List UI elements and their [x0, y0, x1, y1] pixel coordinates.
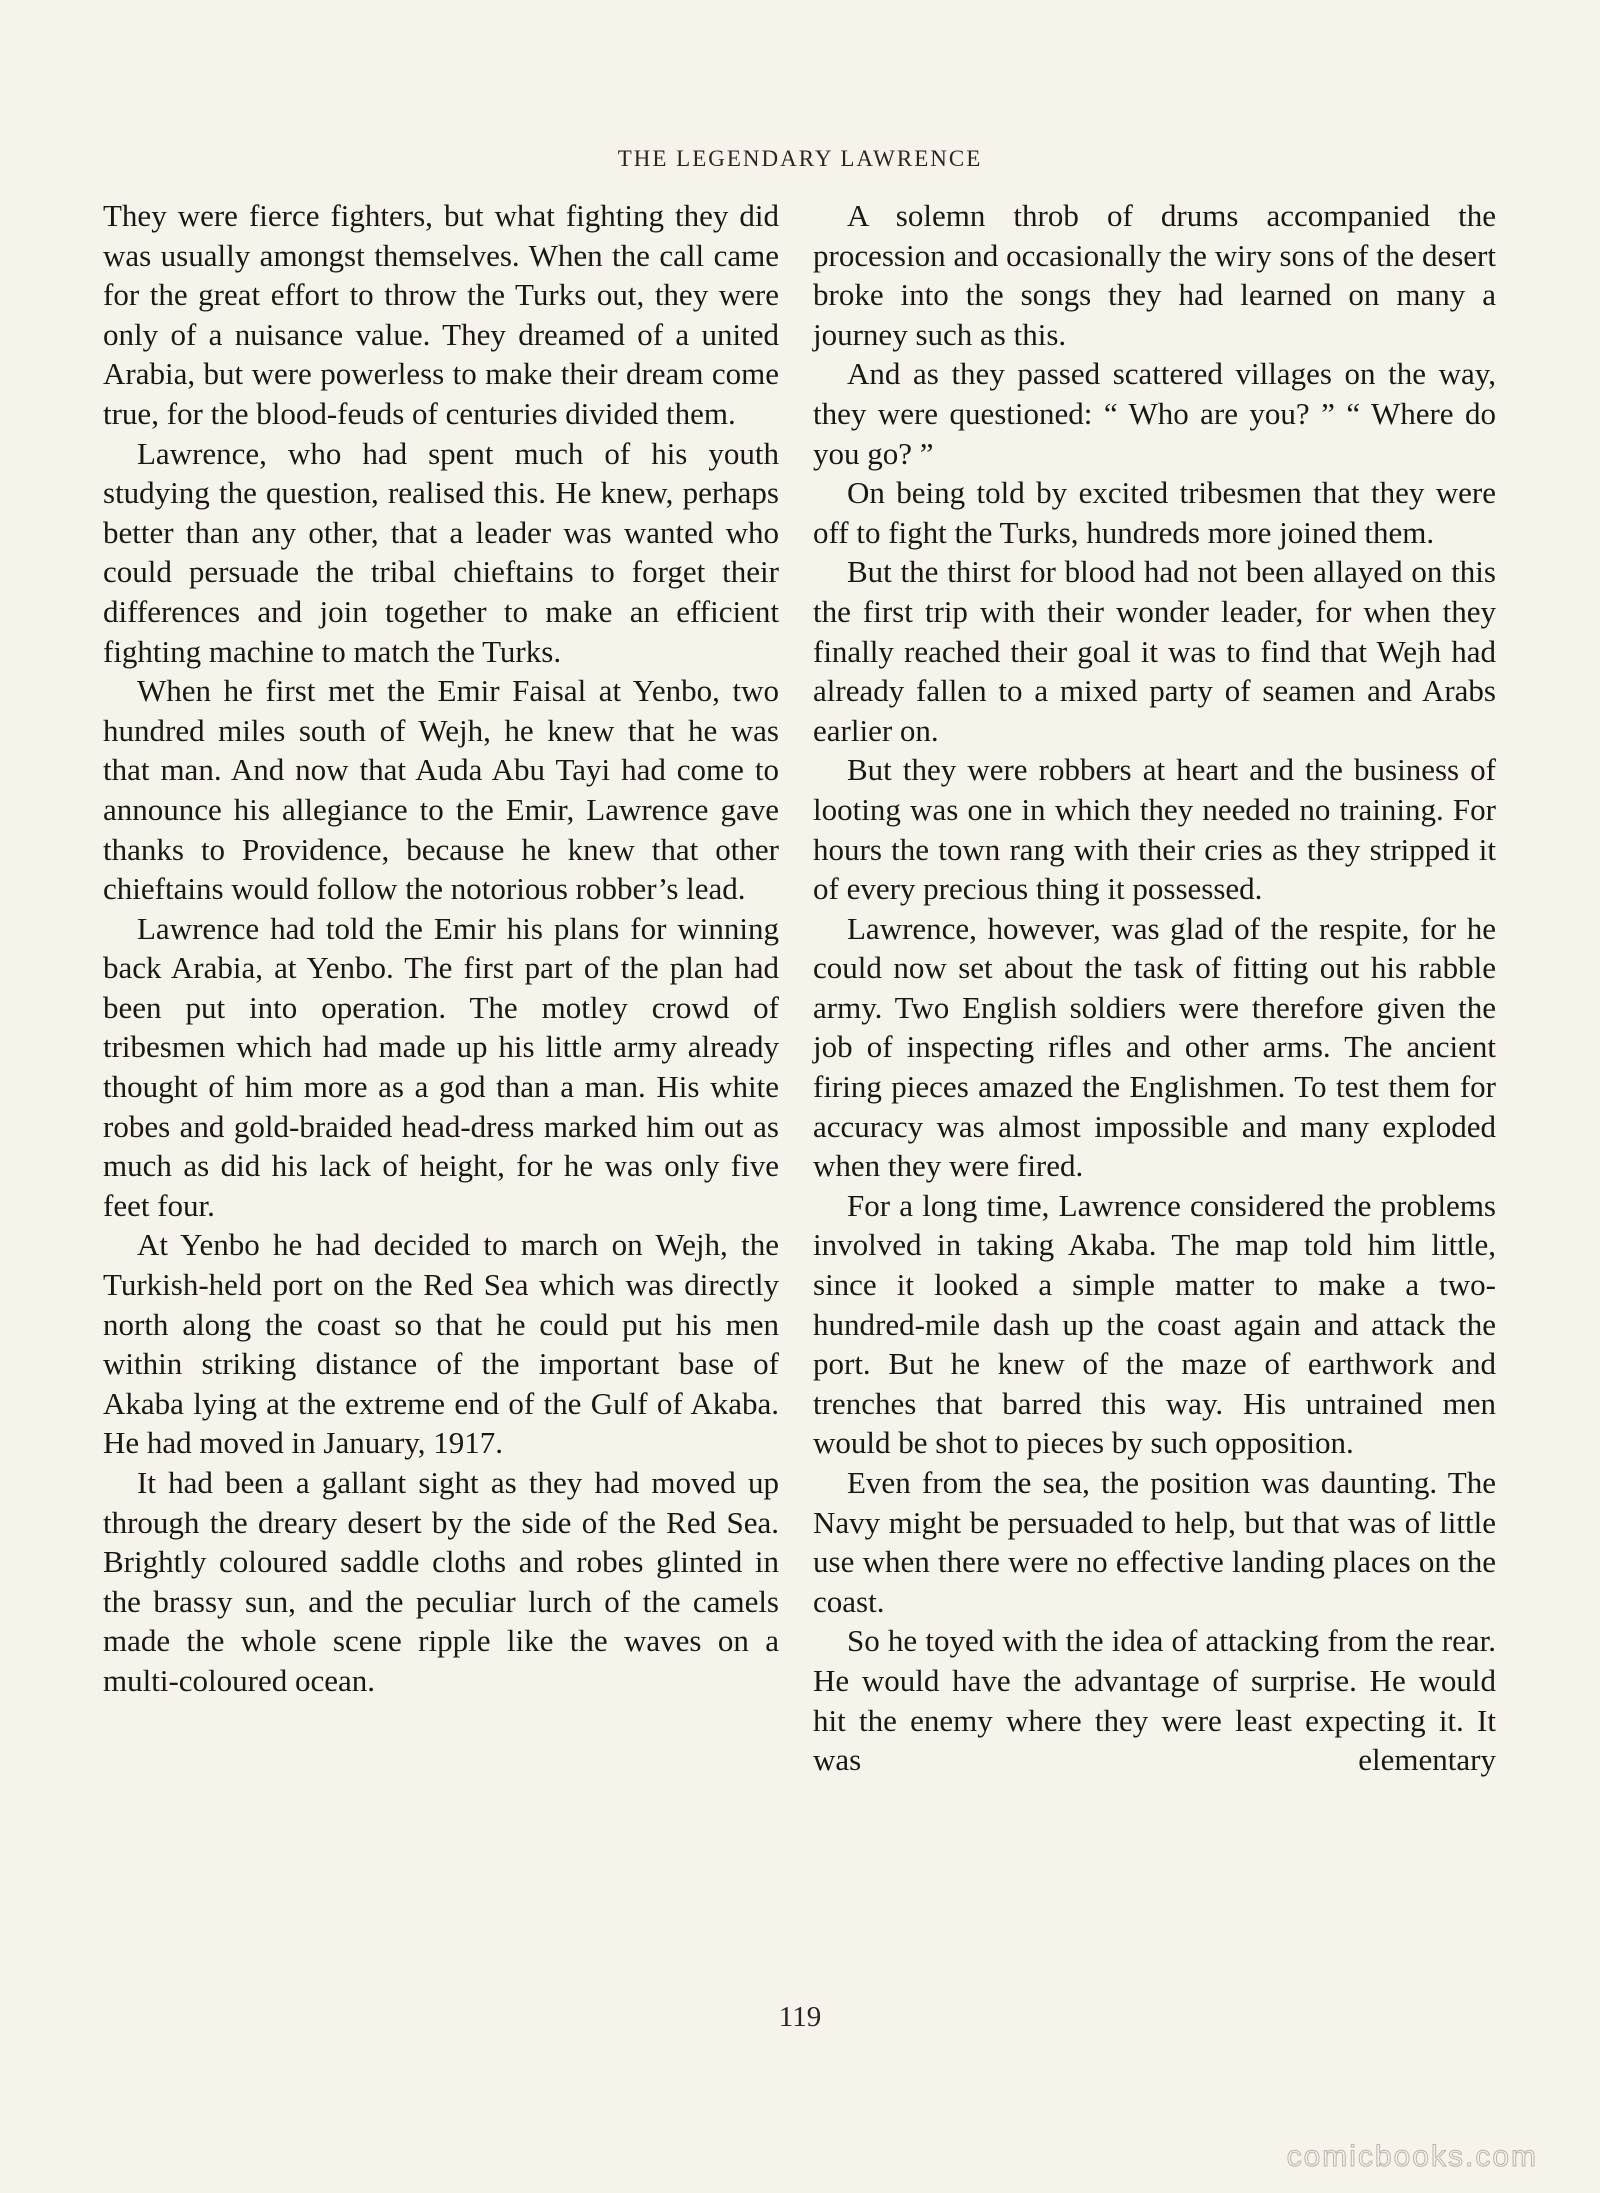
paragraph: A solemn throb of drums accompanied the procession and occasionally the wiry sons of the desert broke into the songs they had learned on many a journey such as this. [813, 198, 1496, 352]
paragraph: So he toyed with the idea of attacking from the rear. He would have the advantage of surprise. He would hit the enemy where they were least expecting it. It was elementary [813, 1623, 1496, 1778]
paragraph: It had been a gallant sight as they had moved up through the dreary desert by the side of the Red Sea. Brightly coloured saddle cloths and robes glinted in the brassy sun, and the peculiar lurch of the camels made the whole scene ripple like the waves on a multi-coloured ocean. [103, 1465, 779, 1698]
running-title: THE LEGENDARY LAWRENCE [617, 146, 983, 171]
paragraph: But the thirst for blood had not been allayed on this the first trip with their wonder leader, for when they finally reached their goal it was to find that Wejh had already fallen to a mixed party of seamen and Arabs earlier on. [813, 554, 1496, 748]
left-text-column [103, 196, 779, 1701]
paragraph: Even from the sea, the position was daunting. The Navy might be persuaded to help, but that was of little use when there were no effective landing places on the coast. [813, 1465, 1496, 1619]
paragraph: Lawrence, however, was glad of the respite, for he could now set about the task of fitting out his rabble army. Two English soldiers were therefore given the job of inspecting rifles and other arms. The ancient firing pieces amazed the Englishmen. To test them for accuracy was almost impossible and many exploded when they were fired. [813, 910, 1496, 1184]
paragraph: Lawrence had told the Emir his plans for winning back Arabia, at Yenbo. The first part of the plan had been put into operation. The motley crowd of tribesmen which had made up his little army already thought of him more as a god than a man. His white robes and gold-braided head-dress marked him out as much as did his lack of height, for he was only five feet four. [103, 910, 779, 1223]
paragraph: But they were robbers at heart and the business of looting was one in which they needed no training. For hours the town rang with their cries as they stripped it of every precious thing it possessed. [813, 752, 1496, 907]
paragraph: When he first met the Emir Faisal at Yenbo, two hundred miles south of Wejh, he knew that he was that man. And now that Auda Abu Tayi had come to announce his allegiance to the Emir, Lawrence gave thanks to Providence, because he knew that other chieftains would follow the notorious robber’s lead. [103, 673, 779, 907]
paragraph: And as they passed scattered villages on the way, they were questioned: “ Who are you? ” “ Where do you go? ” [813, 356, 1496, 471]
watermark: comicbooks.com [1286, 2140, 1538, 2173]
paragraph: They were fierce fighters, but what fighting they did was usually amongst themselves. When the call came for the great effort to throw the Turks out, they were only of a nuisance value. They dreamed of a united Arabia, but were powerless to make their dream come true, for the blood-feuds of centuries divided them. [103, 198, 779, 431]
right-text-column [813, 196, 1496, 1780]
page-number: 119 [778, 2001, 822, 2033]
paragraph: At Yenbo he had decided to march on Wejh, the Turkish-held port on the Red Sea which was directly north along the coast so that he could put his men within striking distance of the important base of Akaba lying at the extreme end of the Gulf of Akaba. He had moved in January, 1917. [103, 1227, 779, 1461]
paragraph: For a long time, Lawrence considered the problems involved in taking Akaba. The map told him little, since it looked a simple matter to make a two-hundred-mile dash up the coast again and attack the port. But he knew of the maze of earthwork and trenches that barred this way. His untrained men would be shot to pieces by such opposition. [813, 1187, 1496, 1461]
paragraph: Lawrence, who had spent much of his youth studying the question, realised this. He knew, perhaps better than any other, that a leader was wanted who could persuade the tribal chieftains to forget their differences and join together to make an efficient fighting machine to match the Turks. [103, 435, 779, 669]
paragraph: On being told by excited tribesmen that they were off to fight the Turks, hundreds more joined them. [813, 475, 1496, 550]
